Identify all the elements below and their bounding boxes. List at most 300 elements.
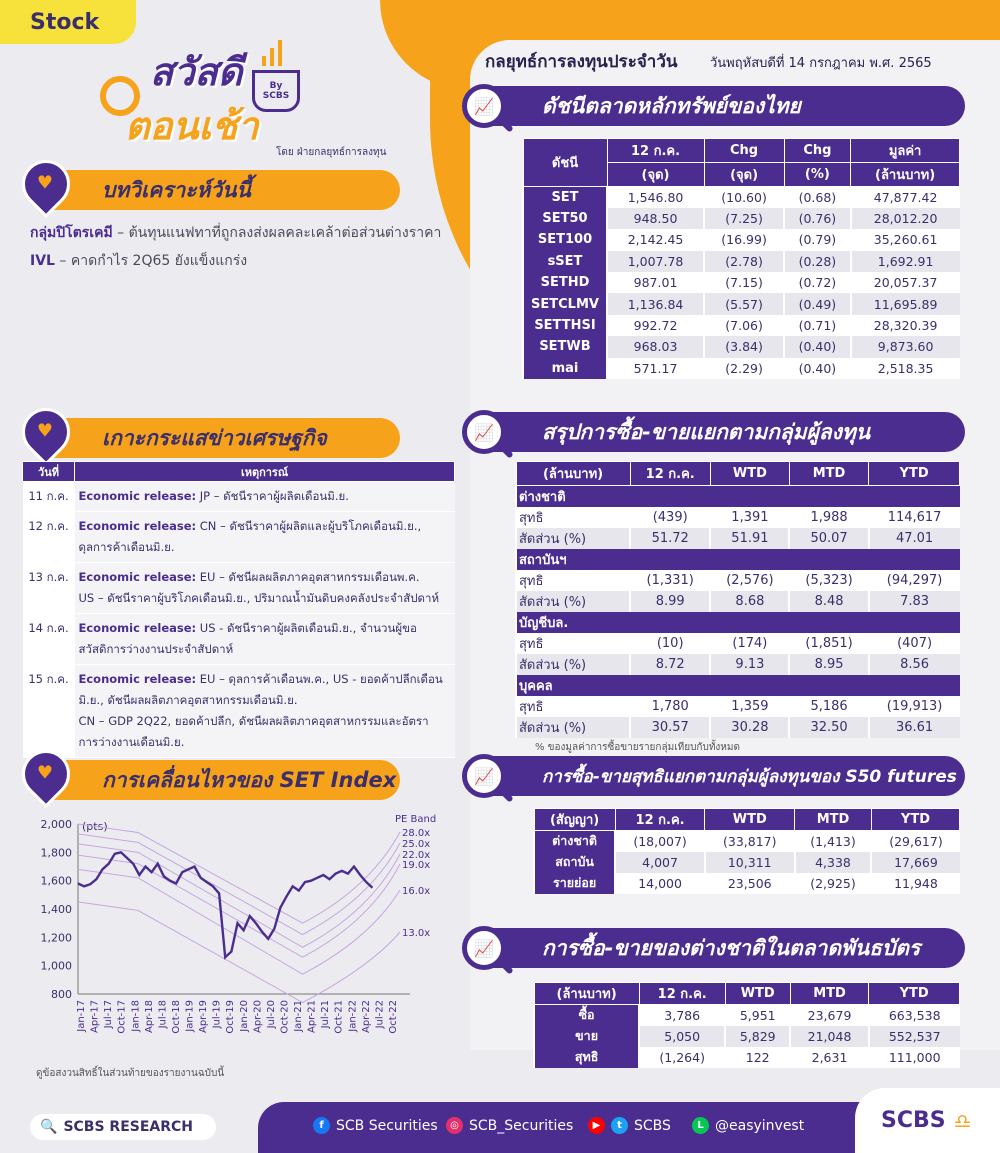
investor-row [516, 717, 960, 738]
col-header: 12 ก.ค. [630, 462, 710, 486]
news-line-text: ดุลการค้าเดือนมิ.ย. [78, 540, 175, 554]
row-value: (19,913) [869, 696, 960, 717]
research-label: SCBS RESEARCH [63, 1119, 194, 1135]
news-row [23, 563, 455, 614]
news-content [75, 512, 455, 563]
row-value: 2,631 [790, 1047, 869, 1068]
analysis-item-label: กลุ่มปิโตรเคมี [30, 225, 113, 241]
pe-band-label: 25.0x [402, 839, 431, 850]
news-line-text: US - ดัชนีราคาผู้ผลิตเดือนมิ.ย., จำนวนผู้ขอ [196, 621, 417, 635]
news-line [79, 732, 451, 753]
index-name: SETWB [523, 336, 607, 357]
index-name: SET100 [523, 229, 607, 250]
byline: โดย ฝ่ายกลยุทธ์การลงทุน [276, 147, 387, 158]
index-value: (0.49) [784, 293, 851, 314]
news-date: 15 ก.ค. [23, 665, 75, 758]
col-header: WTD [710, 462, 789, 486]
row-label: สัดส่วน (%) [516, 528, 630, 549]
row-value: (1,413) [795, 831, 872, 852]
news-line [79, 537, 451, 558]
news-content [75, 563, 455, 614]
search-icon: 🔍 [40, 1119, 58, 1135]
news-header [30, 418, 400, 458]
disclaimer-note: ดูข้อสงวนสิทธิ์ในส่วนท้ายของรายงานฉบับนี้ [36, 1068, 225, 1079]
news-line [79, 690, 451, 711]
brand-label: SCBS [881, 1108, 946, 1133]
index-row [523, 187, 960, 208]
pe-band-label: 16.0x [402, 886, 431, 897]
news-line-text: การว่างงานเดือนมิ.ย. [78, 735, 185, 749]
x-tick-label: Jul-17 [103, 1000, 115, 1029]
row-value: 8.68 [710, 591, 789, 612]
row-value: (407) [869, 633, 960, 654]
index-name: mai [523, 358, 607, 379]
x-tick-label: Jul-22 [374, 1000, 386, 1029]
x-tick-label: Jul-18 [157, 1000, 169, 1029]
index-row [523, 272, 960, 293]
row-value: 8.95 [789, 654, 868, 675]
news-line-text: EU – ดัชนีผลผลิตภาคอุตสาหกรรมเดือนพ.ค. [196, 570, 420, 584]
index-title: ดัชนีตลาดหลักทรัพย์ของไทย [542, 93, 801, 118]
row-value: 5,050 [639, 1026, 725, 1047]
row-value: 11,948 [871, 873, 959, 894]
news-line [79, 669, 451, 690]
line-link[interactable] [692, 1117, 804, 1134]
news-date: 11 ก.ค. [23, 482, 75, 512]
news-line [79, 567, 451, 588]
row-value: (1,264) [639, 1047, 725, 1068]
report-date: วันพฤหัสบดีที่ 14 กรกฎาคม พ.ศ. 2565 [710, 56, 932, 71]
x-tick-label: Apr-21 [306, 1000, 318, 1033]
data-row [534, 831, 960, 852]
index-value: 28,012.20 [851, 208, 960, 229]
row-value: (29,617) [871, 831, 959, 852]
index-value: (0.40) [784, 358, 851, 379]
row-value: 23,506 [705, 873, 795, 894]
pe-band-label: 13.0x [402, 928, 431, 939]
y-tick-label: 1,000 [40, 959, 72, 973]
index-value: (0.76) [784, 208, 851, 229]
x-tick-label: Apr-19 [198, 1000, 210, 1033]
bond-title: การซื้อ-ขายของต่างชาติในตลาดพันธบัตร [542, 935, 921, 960]
index-value: (0.40) [784, 336, 851, 357]
col-header: (ล้านบาท) [516, 462, 630, 486]
news-line-label: Economic release: [78, 570, 197, 584]
x-tick-label: Oct-22 [388, 1000, 399, 1034]
news-date: 12 ก.ค. [23, 512, 75, 563]
col-header: วันที่ [23, 462, 75, 482]
x-tick-label: Jul-21 [320, 1000, 332, 1029]
news-line [79, 618, 451, 639]
data-row [534, 873, 960, 894]
pe-band-title: PE Band [395, 814, 437, 825]
news-line-label: Economic release: [78, 489, 197, 503]
investor-group-name: บุคคล [516, 675, 960, 696]
x-tick-label: Jan-20 [238, 1000, 250, 1032]
row-value: 51.91 [710, 528, 789, 549]
investor-table [515, 461, 960, 738]
x-tick-label: Oct-20 [279, 1000, 291, 1034]
investor-row [516, 507, 960, 528]
row-label: ซื้อ [534, 1005, 639, 1026]
index-value: 987.01 [607, 272, 704, 293]
row-value: (439) [630, 507, 710, 528]
analysis-title: บทวิเคราะห์วันนี้ [102, 177, 251, 202]
news-line-label: Economic release: [78, 519, 197, 533]
col-subheader: (ล้านบาท) [851, 163, 960, 187]
col-header: 12 ก.ค. [615, 809, 705, 831]
row-label: สุทธิ [516, 633, 630, 654]
data-row [534, 1026, 960, 1047]
col-header: เหตุการณ์ [75, 462, 455, 482]
research-link[interactable] [30, 1114, 216, 1140]
set-chart-header [30, 760, 400, 800]
row-value: 122 [725, 1047, 790, 1068]
index-value: (0.72) [784, 272, 851, 293]
row-value: (18,007) [615, 831, 705, 852]
index-row [523, 336, 960, 357]
futures-header [470, 756, 965, 796]
row-value: 10,311 [705, 852, 795, 873]
index-value: 9,873.60 [851, 336, 960, 357]
index-value: (5.57) [704, 293, 784, 314]
news-date: 13 ก.ค. [23, 563, 75, 614]
col-header: MTD [789, 462, 868, 486]
news-line [79, 588, 451, 609]
stock-tag: Stock [0, 0, 136, 44]
facebook-label: SCB Securities [336, 1117, 438, 1134]
analysis-item-label: IVL [30, 253, 55, 269]
news-line [79, 486, 451, 507]
row-value: 8.56 [869, 654, 960, 675]
index-name: SETHD [523, 272, 607, 293]
row-value: (1,331) [630, 570, 710, 591]
index-value: 2,142.45 [607, 229, 704, 250]
analysis-item[interactable] [30, 250, 247, 272]
page-title: กลยุทธ์การลงทุนประจำวัน [485, 52, 678, 72]
chart-magnifier-icon: 📈 [462, 926, 506, 970]
col-header: Chg [784, 139, 851, 163]
news-line-text: EU – ดุลการค้าเดือนพ.ค., US - ยอดค้าปลีกเดือน [196, 672, 443, 686]
x-tick-label: Apr-17 [89, 1000, 101, 1033]
col-header: YTD [869, 983, 960, 1005]
line-label: @easyinvest [715, 1117, 805, 1134]
row-value: 5,829 [725, 1026, 790, 1047]
x-tick-label: Apr-18 [143, 1000, 155, 1033]
row-value: (1,851) [789, 633, 868, 654]
instagram-link[interactable] [446, 1117, 573, 1134]
x-tick-label: Jan-19 [184, 1000, 196, 1032]
chart-magnifier-icon: 📈 [462, 410, 506, 454]
bond-table [533, 982, 960, 1068]
news-line-text: US – ดัชนีราคาผู้บริโภคเดือนมิ.ย., ปริมาณน้ำมันดิบคงคลังประจำสัปดาห์ [78, 591, 440, 605]
row-value: 114,617 [869, 507, 960, 528]
news-line-text: JP – ดัชนีราคาผู้ผลิตเดือนมิ.ย. [196, 489, 349, 503]
x-tick-label: Apr-20 [252, 1000, 264, 1033]
news-line-label: Economic release: [78, 621, 197, 635]
row-value: 3,786 [639, 1005, 725, 1026]
bond-header [470, 928, 965, 968]
index-row [523, 208, 960, 229]
scbs-logo [855, 1088, 1000, 1153]
set-index-chart [20, 810, 450, 1050]
investor-group-row [516, 549, 960, 570]
investor-row [516, 591, 960, 612]
x-tick-label: Jan-21 [293, 1000, 305, 1032]
row-value: 8.99 [630, 591, 710, 612]
y-tick-label: 1,600 [40, 874, 72, 888]
col-header: 12 ก.ค. [607, 139, 704, 163]
index-value: 35,260.61 [851, 229, 960, 250]
news-title: เกาะกระแสข่าวเศรษฐกิจ [102, 425, 327, 450]
row-value: 36.61 [869, 717, 960, 738]
index-value: 47,877.42 [851, 187, 960, 208]
x-tick-label: Jan-18 [130, 1000, 142, 1032]
row-value: (174) [710, 633, 789, 654]
y-tick-label: 800 [51, 988, 72, 1001]
news-table [22, 461, 455, 758]
col-header: ดัชนี [523, 139, 607, 187]
row-value: (5,323) [789, 570, 868, 591]
index-value: 1,007.78 [607, 251, 704, 272]
news-line [79, 516, 451, 537]
row-value: 111,000 [869, 1047, 960, 1068]
investor-note: % ของมูลค่าการซื้อขายรายกลุ่มเทียบกับทั้งหมด [535, 742, 740, 753]
index-value: 11,695.89 [851, 293, 960, 314]
index-value: 992.72 [607, 315, 704, 336]
investor-group-row [516, 675, 960, 696]
row-value: 51.72 [630, 528, 710, 549]
index-value: (3.84) [704, 336, 784, 357]
futures-table [533, 808, 960, 894]
col-header: YTD [871, 809, 959, 831]
index-value: (0.79) [784, 229, 851, 250]
index-value: (7.15) [704, 272, 784, 293]
row-label: สัดส่วน (%) [516, 591, 630, 612]
index-row [523, 358, 960, 379]
index-value: 1,692.91 [851, 251, 960, 272]
index-value: (10.60) [704, 187, 784, 208]
row-label: ขาย [534, 1026, 639, 1047]
facebook-link[interactable] [313, 1117, 438, 1134]
investor-group-name: สถาบันฯ [516, 549, 960, 570]
index-name: sSET [523, 251, 607, 272]
x-tick-label: Oct-21 [333, 1000, 345, 1034]
line-icon: L [692, 1117, 709, 1134]
index-table [522, 138, 960, 379]
x-tick-label: Oct-18 [170, 1000, 182, 1034]
col-header: WTD [705, 809, 795, 831]
x-tick-label: Jan-22 [347, 1000, 359, 1032]
col-header: YTD [869, 462, 960, 486]
index-value: (2.29) [704, 358, 784, 379]
row-value: 9.13 [710, 654, 789, 675]
row-value: 14,000 [615, 873, 705, 894]
row-value: 1,391 [710, 507, 789, 528]
youtube-twitter-link[interactable] [588, 1117, 671, 1134]
news-line-text: สวัสดิการว่างงานประจำสัปดาห์ [78, 642, 234, 656]
investor-row [516, 696, 960, 717]
investor-group-name: บัญชีบล. [516, 612, 960, 633]
logo-line2: ตอนเช้า [125, 104, 259, 148]
col-header: มูลค่า [851, 139, 960, 163]
cup-brand-text: SCBS [262, 91, 290, 101]
row-value: 47.01 [869, 528, 960, 549]
index-row [523, 251, 960, 272]
news-content [75, 482, 455, 512]
pe-band-line [78, 844, 400, 947]
chart-magnifier-icon: 📈 [462, 754, 506, 798]
row-value: 4,338 [795, 852, 872, 873]
row-label: สุทธิ [516, 696, 630, 717]
row-value: 30.28 [710, 717, 789, 738]
x-tick-label: Jan-17 [76, 1000, 87, 1032]
instagram-label: SCB_Securities [469, 1117, 574, 1134]
index-value: (2.78) [704, 251, 784, 272]
bell-icon: ♎ [953, 1108, 972, 1133]
x-tick-label: Oct-17 [116, 1000, 128, 1034]
index-value: 2,518.35 [851, 358, 960, 379]
col-header: WTD [725, 983, 790, 1005]
row-value: 663,538 [869, 1005, 960, 1026]
col-header: (สัญญา) [534, 809, 615, 831]
row-value: 4,007 [615, 852, 705, 873]
investor-header [470, 412, 965, 452]
x-tick-label: Apr-22 [360, 1000, 372, 1033]
row-value: 552,537 [869, 1026, 960, 1047]
pe-band-label: 28.0x [402, 828, 431, 839]
x-tick-label: Jul-20 [265, 1000, 277, 1029]
news-row [23, 482, 455, 512]
row-value: 23,679 [790, 1005, 869, 1026]
row-label: สัดส่วน (%) [516, 654, 630, 675]
col-subheader: (จุด) [607, 163, 704, 187]
investor-row [516, 570, 960, 591]
col-subheader: (จุด) [704, 163, 784, 187]
pe-band-line [78, 834, 400, 935]
data-row [534, 852, 960, 873]
investor-row [516, 528, 960, 549]
investor-group-row [516, 486, 960, 508]
row-value: 5,951 [725, 1005, 790, 1026]
col-header: 12 ก.ค. [639, 983, 725, 1005]
index-row [523, 315, 960, 336]
index-value: 1,546.80 [607, 187, 704, 208]
news-line [79, 639, 451, 660]
youtube-icon: ▶ [588, 1117, 605, 1134]
signal-bars-icon [262, 36, 292, 66]
index-value: 948.50 [607, 208, 704, 229]
col-header: MTD [790, 983, 869, 1005]
index-value: (0.28) [784, 251, 851, 272]
index-value: 28,320.39 [851, 315, 960, 336]
index-value: (7.25) [704, 208, 784, 229]
x-tick-label: Oct-19 [225, 1000, 237, 1034]
pe-band-line [78, 902, 400, 1003]
row-label: สัดส่วน (%) [516, 717, 630, 738]
index-name: SET50 [523, 208, 607, 229]
index-row [523, 229, 960, 250]
col-header: (ล้านบาท) [534, 983, 639, 1005]
index-header [470, 86, 965, 126]
col-header: Chg [704, 139, 784, 163]
news-line-text: มิ.ย., ดัชนีผลผลิตภาคอุตสาหกรรมเดือนมิ.ย. [78, 693, 298, 707]
analysis-header [30, 170, 400, 210]
row-label: รายย่อย [534, 873, 615, 894]
cup-by-text: By [269, 81, 283, 91]
chart-magnifier-icon: 📈 [462, 84, 506, 128]
row-value: 50.07 [789, 528, 868, 549]
row-value: 21,048 [790, 1026, 869, 1047]
row-value: (10) [630, 633, 710, 654]
row-label: ต่างชาติ [534, 831, 615, 852]
analysis-item[interactable] [30, 222, 441, 244]
analysis-item-text: – คาดกำไร 2Q65 ยังแข็งแกร่ง [54, 253, 248, 269]
row-value: 32.50 [789, 717, 868, 738]
y-tick-label: 2,000 [40, 818, 72, 831]
index-value: (0.68) [784, 187, 851, 208]
row-value: (2,576) [710, 570, 789, 591]
row-value: 1,988 [789, 507, 868, 528]
pe-band-label: 19.0x [402, 860, 431, 871]
set-chart-title: การเคลื่อนไหวของ SET Index [102, 767, 397, 792]
row-value: 1,359 [710, 696, 789, 717]
facebook-icon: f [313, 1117, 330, 1134]
news-row [23, 614, 455, 665]
y-axis-label: (pts) [82, 820, 108, 833]
news-date: 14 ก.ค. [23, 614, 75, 665]
index-value: 571.17 [607, 358, 704, 379]
investor-title: สรุปการซื้อ-ขายแยกตามกลุ่มผู้ลงทุน [542, 419, 871, 444]
row-value: 7.83 [869, 591, 960, 612]
row-value: (33,817) [705, 831, 795, 852]
pe-band-line [78, 869, 400, 974]
news-row [23, 512, 455, 563]
data-row [534, 1047, 960, 1068]
row-value: 30.57 [630, 717, 710, 738]
analysis-item-text: – ต้นทุนแนฟทาที่ถูกลงส่งผลคละเคล้าต่อส่วนต่างราคา [112, 225, 442, 241]
index-value: 968.03 [607, 336, 704, 357]
row-value: 8.48 [789, 591, 868, 612]
index-value: (16.99) [704, 229, 784, 250]
investor-group-row [516, 612, 960, 633]
y-tick-label: 1,200 [40, 931, 72, 945]
index-name: SETTHSI [523, 315, 607, 336]
index-value: (7.06) [704, 315, 784, 336]
row-value: 1,780 [630, 696, 710, 717]
row-value: (94,297) [869, 570, 960, 591]
news-line-text: CN – GDP 2Q22, ยอดค้าปลีก, ดัชนีผลผลิตภาคอุตสาหกรรมและอัตรา [78, 714, 429, 728]
news-content [75, 665, 455, 758]
col-subheader: (%) [784, 163, 851, 187]
index-name: SETCLMV [523, 293, 607, 314]
coffee-cup-icon [252, 70, 300, 112]
row-label: สุทธิ [534, 1047, 639, 1068]
instagram-icon: ◎ [446, 1117, 463, 1134]
row-label: สุทธิ [516, 570, 630, 591]
row-value: 17,669 [871, 852, 959, 873]
row-label: สุทธิ [516, 507, 630, 528]
index-row [523, 293, 960, 314]
y-tick-label: 1,800 [40, 846, 72, 860]
index-value: 20,057.37 [851, 272, 960, 293]
y-tick-label: 1,400 [40, 903, 72, 916]
news-row [23, 665, 455, 758]
row-label: สถาบัน [534, 852, 615, 873]
investor-row [516, 633, 960, 654]
index-value: (0.71) [784, 315, 851, 336]
news-line [79, 711, 451, 732]
